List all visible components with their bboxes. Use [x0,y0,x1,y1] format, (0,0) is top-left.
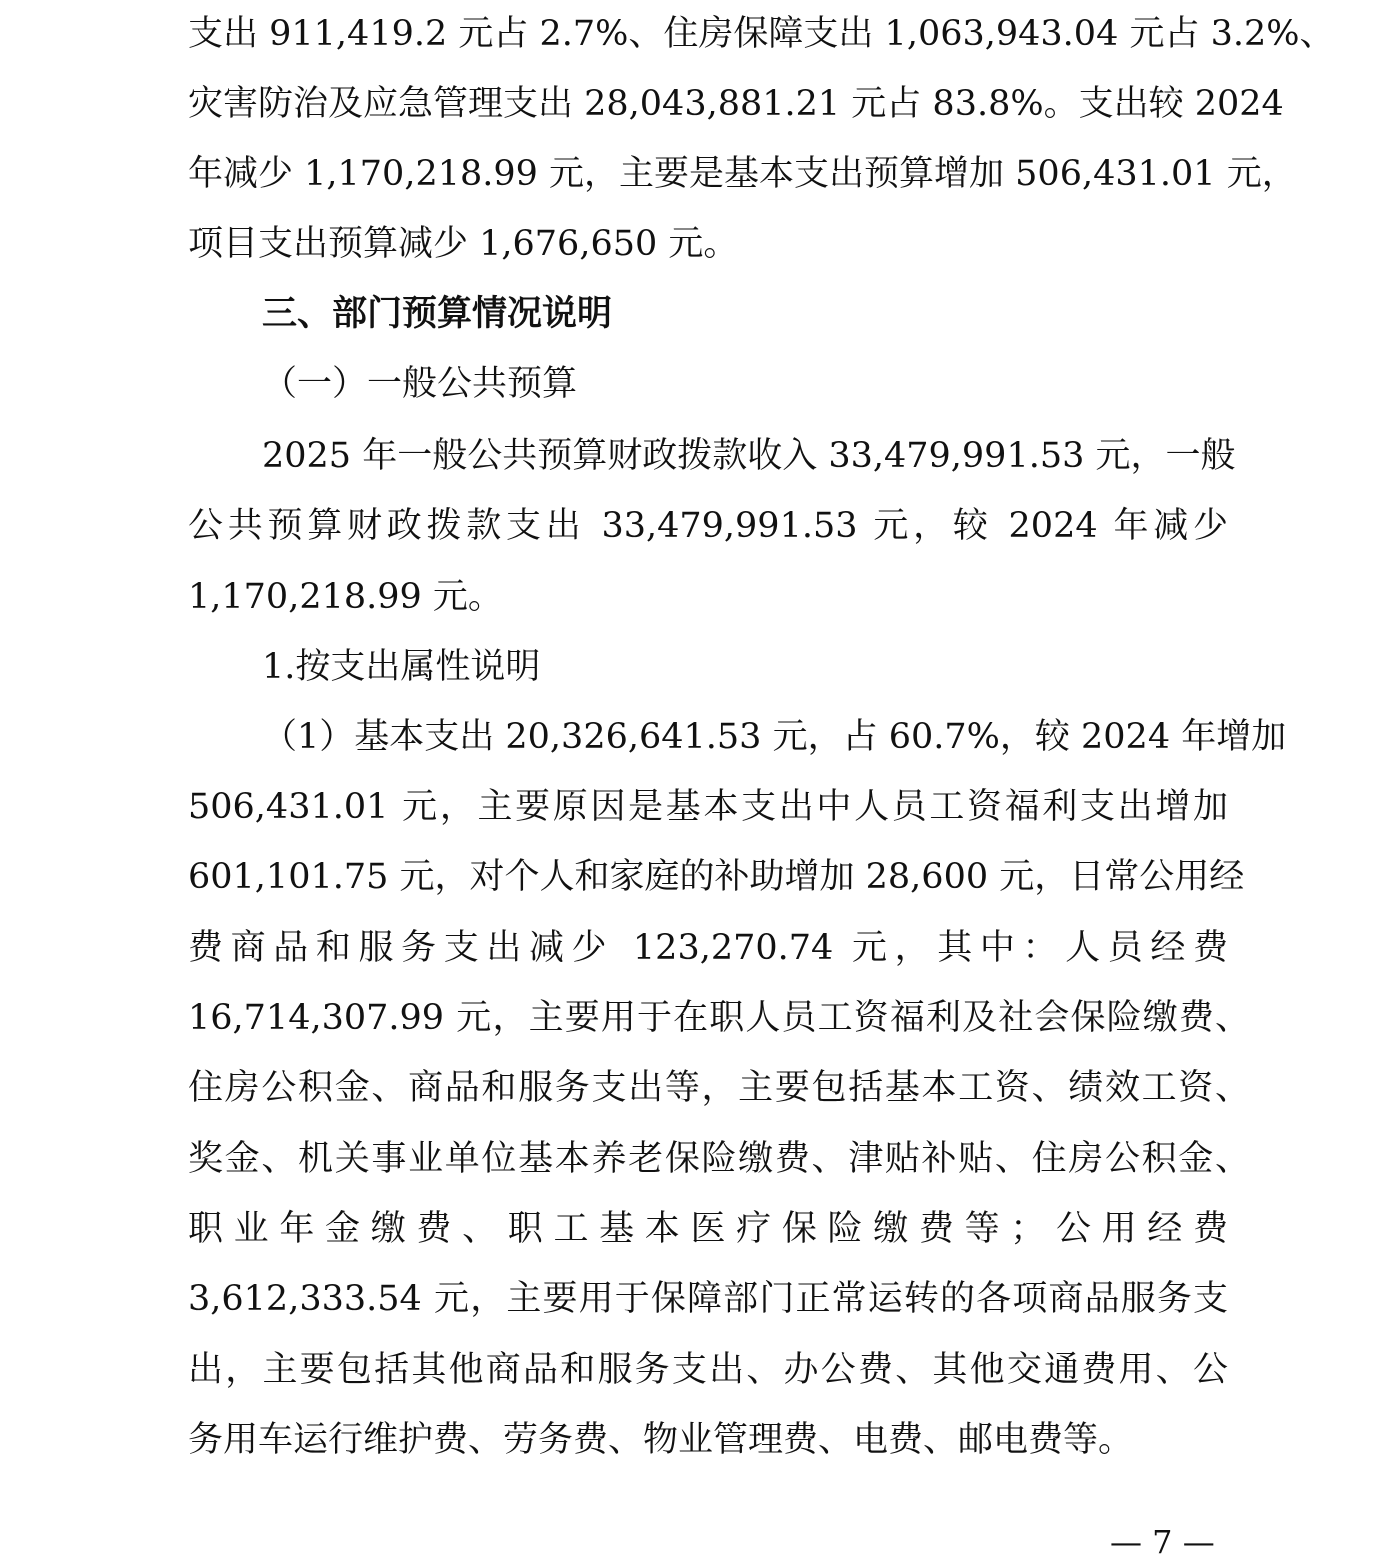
item-heading: 1.按支出属性说明 [262,647,541,687]
section-heading: 三、部门预算情况说明 [262,293,613,334]
paragraph-line: 职业年金缴费、职工基本医疗保险缴费等；公用经费 [188,1209,1228,1249]
paragraph-line: 费商品和服务支出减少 123,270.74 元，其中：人员经费 [188,928,1228,968]
paragraph-line: 公共预算财政拨款支出 33,479,991.53 元，较 2024 年减少 [188,506,1228,546]
paragraph-line: 2025 年一般公共预算财政拨款收入 33,479,991.53 元，一般 [262,436,1236,476]
paragraph-line: 16,714,307.99 元，主要用于在职人员工资福利及社会保险缴费、 [188,998,1250,1038]
paragraph-line: 601,101.75 元，对个人和家庭的补助增加 28,600 元，日常公用经 [188,857,1245,897]
paragraph-line: 1,170,218.99 元。 [188,577,503,617]
paragraph-line: 出，主要包括其他商品和服务支出、办公费、其他交通费用、公 [188,1350,1228,1390]
page-number: — 7 — [1110,1523,1215,1561]
paragraph-line: 年减少 1,170,218.99 元，主要是基本支出预算增加 506,431.01 元， [188,154,1297,194]
paragraph-line: 支出 911,419.2 元占 2.7%、住房保障支出 1,063,943.04 元占 3.2%、 [188,14,1335,54]
paragraph-line: 项目支出预算减少 1,676,650 元。 [188,224,739,264]
paragraph-line: 3,612,333.54 元，主要用于保障部门正常运转的各项商品服务支 [188,1279,1228,1319]
paragraph-line: 506,431.01 元，主要原因是基本支出中人员工资福利支出增加 [188,787,1228,827]
paragraph-line: 住房公积金、商品和服务支出等，主要包括基本工资、绩效工资、 [188,1068,1250,1108]
paragraph-line: 灾害防治及应急管理支出 28,043,881.21 元占 83.8%。支出较 2024 [188,84,1284,124]
subsection-heading: （一）一般公共预算 [262,364,578,404]
paragraph-line: （1）基本支出 20,326,641.53 元，占 60.7%，较 2024 年增加 [262,717,1287,757]
paragraph-line: 务用车运行维护费、劳务费、物业管理费、电费、邮电费等。 [188,1420,1134,1460]
paragraph-line: 奖金、机关事业单位基本养老保险缴费、津贴补贴、住房公积金、 [188,1139,1250,1179]
